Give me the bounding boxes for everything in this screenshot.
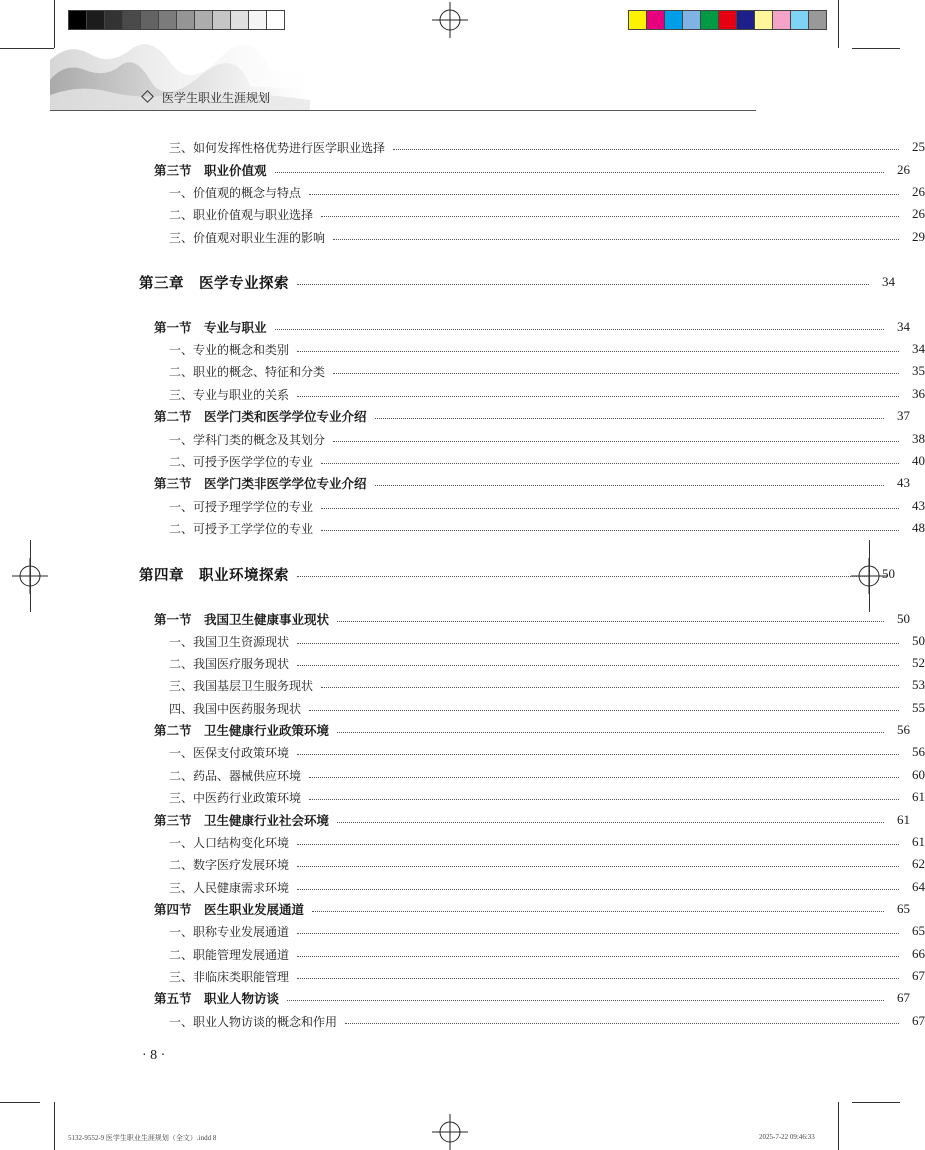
toc-entry-title: 一、职业人物访谈的概念和作用	[169, 1014, 338, 1029]
gray-swatch	[141, 11, 159, 29]
crop-mark	[54, 1102, 55, 1150]
toc-entry-title: 一、我国卫生资源现状	[169, 634, 290, 649]
toc-entry-title: 二、职业的概念、特征和分类	[169, 364, 326, 379]
toc-entry-title: 第二节 卫生健康行业政策环境	[154, 723, 330, 738]
dot-leader	[275, 329, 884, 330]
dot-leader	[297, 933, 899, 934]
dot-leader	[333, 441, 899, 442]
toc-entry-title: 第五节 职业人物访谈	[154, 991, 280, 1006]
toc-entry-title: 一、医保支付政策环境	[169, 745, 290, 760]
gray-swatch	[69, 11, 87, 29]
toc-page-number: 65	[897, 901, 910, 916]
dot-leader	[297, 284, 869, 285]
toc-item-row	[0, 384, 925, 404]
toc-page-number: 43	[897, 475, 910, 490]
gray-swatch	[105, 11, 123, 29]
gray-swatch	[231, 11, 249, 29]
toc-item-row	[0, 1011, 925, 1031]
toc-page-number: 53	[912, 677, 925, 692]
toc-page-number: 67	[912, 1013, 925, 1028]
toc-page-number: 65	[912, 923, 925, 938]
toc-page-number: 36	[912, 386, 925, 401]
dot-leader	[297, 643, 899, 644]
toc-item-row	[0, 361, 925, 381]
toc-section-row	[0, 609, 910, 629]
toc-entry-title: 三、价值观对职业生涯的影响	[169, 230, 326, 245]
toc-page-number: 25	[912, 139, 925, 154]
crop-mark	[0, 1102, 40, 1103]
toc-entry-title: 第三节 医学门类非医学学位专业介绍	[154, 476, 367, 491]
toc-page-number: 50	[912, 633, 925, 648]
toc-item-row	[0, 787, 925, 807]
dot-leader	[321, 216, 899, 217]
toc-entry-title: 三、我国基层卫生服务现状	[169, 678, 314, 693]
dot-leader	[297, 844, 899, 845]
running-header-title: 医学生职业生涯规划	[162, 91, 271, 105]
dot-leader	[312, 911, 884, 912]
toc-entry-title: 二、可授予工学学位的专业	[169, 521, 314, 536]
toc-item-row	[0, 877, 925, 897]
toc-section-row	[0, 988, 910, 1008]
toc-item-row	[0, 518, 925, 538]
toc-entry-title: 第三章 医学专业探索	[139, 275, 289, 292]
toc-item-row	[0, 675, 925, 695]
toc-entry-title: 第四节 医生职业发展通道	[154, 902, 305, 917]
gray-swatch	[195, 11, 213, 29]
dot-leader	[375, 485, 884, 486]
toc-page-number: 48	[912, 520, 925, 535]
registration-mark-icon	[432, 1114, 468, 1150]
toc-item-row	[0, 451, 925, 471]
color-swatch	[629, 11, 647, 29]
dot-leader	[321, 530, 899, 531]
toc-entry-title: 三、中医药行业政策环境	[169, 790, 302, 805]
toc-item-row	[0, 765, 925, 785]
toc-entry-title: 三、如何发挥性格优势进行医学职业选择	[169, 140, 386, 155]
print-slug-timestamp: 2025-7-22 09:46:33	[759, 1133, 815, 1141]
toc-entry-title: 一、人口结构变化环境	[169, 835, 290, 850]
crop-mark	[0, 48, 54, 49]
toc-page-number: 26	[912, 184, 925, 199]
grayscale-color-bar	[68, 10, 285, 30]
toc-section-row	[0, 473, 910, 493]
toc-entry-title: 四、我国中医药服务现状	[169, 701, 302, 716]
dot-leader	[337, 732, 884, 733]
gray-swatch	[159, 11, 177, 29]
toc-entry-title: 第四章 职业环境探索	[139, 567, 289, 584]
toc-page-number: 34	[912, 341, 925, 356]
gray-swatch	[213, 11, 231, 29]
toc-page-number: 40	[912, 453, 925, 468]
dot-leader	[333, 373, 899, 374]
toc-section-row	[0, 810, 910, 830]
dot-leader	[375, 418, 884, 419]
toc-item-row	[0, 204, 925, 224]
color-swatch	[701, 11, 719, 29]
dot-leader	[297, 754, 899, 755]
toc-page-number: 34	[897, 319, 910, 334]
toc-entry-title: 二、数字医疗发展环境	[169, 857, 290, 872]
dot-leader	[297, 889, 899, 890]
toc-item-row	[0, 742, 925, 762]
toc-item-row	[0, 832, 925, 852]
toc-page-number: 50	[897, 611, 910, 626]
toc-page-number: 37	[897, 408, 910, 423]
dot-leader	[297, 396, 899, 397]
toc-entry-title: 二、可授予医学学位的专业	[169, 454, 314, 469]
color-swatch	[647, 11, 665, 29]
toc-page-number: 38	[912, 431, 925, 446]
toc-item-row	[0, 698, 925, 718]
process-color-bar	[628, 10, 827, 30]
toc-item-row	[0, 182, 925, 202]
toc-page-number: 66	[912, 946, 925, 961]
toc-entry-title: 一、专业的概念和类别	[169, 342, 290, 357]
color-swatch	[737, 11, 755, 29]
toc-page-number: 61	[912, 834, 925, 849]
gray-swatch	[87, 11, 105, 29]
crop-mark	[852, 1102, 900, 1103]
toc-page-number: 67	[897, 990, 910, 1005]
toc-entry-title: 三、人民健康需求环境	[169, 880, 290, 895]
color-swatch	[719, 11, 737, 29]
dot-leader	[297, 576, 869, 577]
toc-item-row	[0, 854, 925, 874]
dot-leader	[321, 463, 899, 464]
color-swatch	[809, 11, 826, 29]
toc-entry-title: 第三节 卫生健康行业社会环境	[154, 813, 330, 828]
registration-mark-icon	[432, 2, 468, 38]
toc-item-row	[0, 137, 925, 157]
toc-item-row	[0, 429, 925, 449]
toc-entry-title: 一、价值观的概念与特点	[169, 185, 302, 200]
dot-leader	[337, 822, 884, 823]
dot-leader	[297, 866, 899, 867]
crop-mark	[838, 1102, 839, 1150]
dot-leader	[309, 194, 899, 195]
toc-entry-title: 二、我国医疗服务现状	[169, 656, 290, 671]
toc-section-row	[0, 406, 910, 426]
toc-item-row	[0, 653, 925, 673]
crop-mark	[838, 0, 839, 48]
toc-entry-title: 三、非临床类职能管理	[169, 969, 290, 984]
toc-entry-title: 二、职能管理发展通道	[169, 947, 290, 962]
header-rule	[50, 110, 756, 111]
crop-mark	[852, 48, 900, 49]
gray-swatch	[267, 11, 284, 29]
toc-item-row	[0, 496, 925, 516]
toc-section-row	[0, 899, 910, 919]
toc-page-number: 26	[912, 206, 925, 221]
toc-page-number: 67	[912, 968, 925, 983]
toc-entry-title: 一、职称专业发展通道	[169, 924, 290, 939]
toc-item-row	[0, 944, 925, 964]
toc-entry-title: 二、职业价值观与职业选择	[169, 207, 314, 222]
toc-entry-title: 一、学科门类的概念及其划分	[169, 432, 326, 447]
color-swatch	[683, 11, 701, 29]
toc-section-row	[0, 720, 910, 740]
toc-page-number: 61	[897, 812, 910, 827]
toc-page-number: 62	[912, 856, 925, 871]
toc-entry-title: 第一节 专业与职业	[154, 320, 267, 335]
gray-swatch	[123, 11, 141, 29]
toc-item-row	[0, 631, 925, 651]
dot-leader	[393, 149, 899, 150]
toc-entry-title: 第三节 职业价值观	[154, 163, 267, 178]
dot-leader	[309, 777, 899, 778]
dot-leader	[345, 1023, 899, 1024]
color-swatch	[755, 11, 773, 29]
dot-leader	[287, 1000, 884, 1001]
dot-leader	[275, 172, 884, 173]
dot-leader	[337, 621, 884, 622]
toc-page-number: 55	[912, 700, 925, 715]
toc-page-number: 64	[912, 879, 925, 894]
toc-page-number: 29	[912, 229, 925, 244]
page-number: · 8 ·	[142, 1048, 166, 1063]
toc-page-number: 56	[897, 722, 910, 737]
toc-chapter-row	[0, 272, 895, 292]
dot-leader	[321, 508, 899, 509]
toc-item-row	[0, 227, 925, 247]
dot-leader	[309, 710, 899, 711]
toc-entry-title: 第二节 医学门类和医学学位专业介绍	[154, 409, 367, 424]
dot-leader	[297, 351, 899, 352]
toc-item-row	[0, 966, 925, 986]
toc-section-row	[0, 317, 910, 337]
color-swatch	[773, 11, 791, 29]
gray-swatch	[249, 11, 267, 29]
toc-section-row	[0, 160, 910, 180]
print-slug-filename: 5132-9552-9 医学生职业生涯规划（全文）.indd 8	[68, 1134, 217, 1142]
toc-entry-title: 二、药品、器械供应环境	[169, 768, 302, 783]
dot-leader	[297, 978, 899, 979]
toc-item-row	[0, 339, 925, 359]
toc-page-number: 26	[897, 162, 910, 177]
toc-page-number: 35	[912, 363, 925, 378]
toc-entry-title: 第一节 我国卫生健康事业现状	[154, 612, 330, 627]
toc-page-number: 50	[882, 566, 895, 581]
dot-leader	[297, 956, 899, 957]
color-swatch	[791, 11, 809, 29]
toc-page-number: 61	[912, 789, 925, 804]
color-swatch	[665, 11, 683, 29]
dot-leader	[333, 239, 899, 240]
gray-swatch	[177, 11, 195, 29]
toc-entry-title: 一、可授予理学学位的专业	[169, 499, 314, 514]
toc-entry-title: 三、专业与职业的关系	[169, 387, 290, 402]
dot-leader	[321, 687, 899, 688]
toc-page-number: 43	[912, 498, 925, 513]
dot-leader	[309, 799, 899, 800]
toc-page-number: 60	[912, 767, 925, 782]
toc-page-number: 34	[882, 274, 895, 289]
toc-page-number: 52	[912, 655, 925, 670]
dot-leader	[297, 665, 899, 666]
toc-item-row	[0, 921, 925, 941]
toc-chapter-row	[0, 564, 895, 584]
toc-page-number: 56	[912, 744, 925, 759]
